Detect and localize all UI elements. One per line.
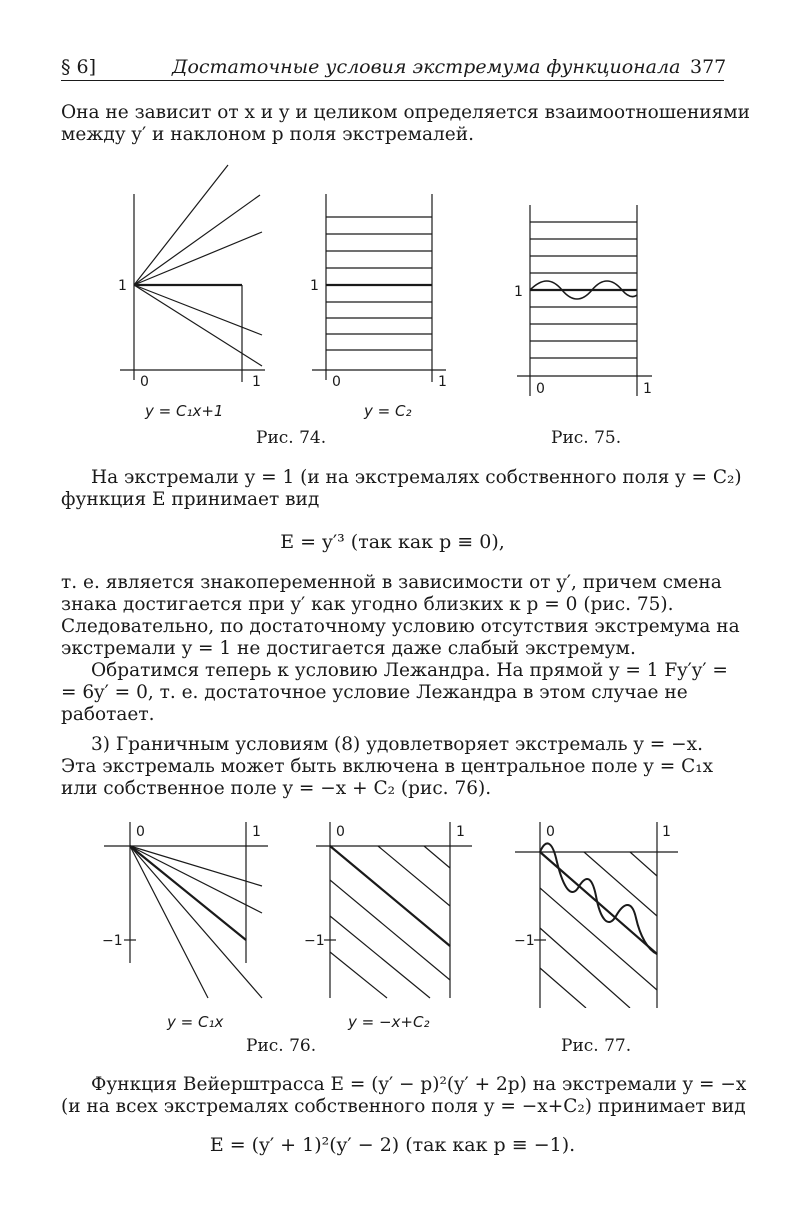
text-line: т. е. является знакопеременной в зависимости от y′, причем смена — [61, 572, 722, 593]
pencil-line — [134, 285, 262, 335]
text-line: Функция Вейерштрасса E = (y′ − p)²(y′ + 2p) на экстремали y = −x — [91, 1074, 747, 1095]
tick-label: 1 — [456, 824, 465, 840]
intro-line: Она не зависит от x и y и целиком определяется взаимоотношениями — [61, 102, 751, 123]
tick-label: 0 — [336, 824, 345, 840]
text-line: Следовательно, по достаточному условию отсутствия экстремума на — [61, 616, 740, 637]
paragraph — [61, 489, 724, 511]
tick-label: 1 — [438, 374, 447, 390]
tick-label: 1 — [662, 824, 671, 840]
pencil-line — [134, 285, 262, 366]
field-line — [584, 852, 657, 916]
tick-label: −1 — [514, 933, 535, 949]
fig75-caption: Рис. 75. — [551, 428, 622, 448]
text-line: знака достигается при y′ как угодно близких к p = 0 (рис. 75). — [61, 594, 674, 615]
tick-label: 1 — [252, 824, 261, 840]
tick-label: 1 — [514, 284, 523, 300]
text-line: (и на всех экстремалях собственного поля y = −x+C₂) принимает вид — [61, 1096, 746, 1117]
text-line: = 6y′ = 0, т. е. достаточное условие Лежандра в этом случае не — [61, 682, 688, 703]
tick-label: 0 — [536, 381, 545, 397]
intro-paragraph — [61, 102, 751, 146]
paragraph — [61, 467, 742, 489]
equation-1: E = y′³ (так как p ≡ 0), — [280, 531, 505, 553]
tick-label: 1 — [310, 278, 319, 294]
fig76-left-plot — [104, 822, 268, 998]
fig76-right-formula: y = −x+C₂ — [348, 1013, 430, 1031]
fig74-left-formula: y = C₁x+1 — [145, 402, 224, 420]
paragraph — [61, 572, 740, 660]
fig77-caption: Рис. 77. — [561, 1036, 632, 1056]
header-rule — [61, 80, 724, 81]
running-title: Достаточные условия экстремума функционала — [172, 56, 681, 78]
fig76-left-formula: y = C₁x — [167, 1013, 224, 1031]
tick-label: −1 — [304, 933, 325, 949]
field-line — [378, 846, 450, 906]
fig75-plot — [517, 205, 652, 396]
section-number: § 6] — [61, 56, 97, 78]
paragraph — [61, 660, 728, 726]
pencil-line — [134, 165, 228, 285]
paragraph — [61, 1074, 747, 1118]
field-line — [540, 928, 630, 1008]
tick-label: 0 — [332, 374, 341, 390]
tick-label: 0 — [136, 824, 145, 840]
text-line: экстремали y = 1 не достигается даже слабый экстремум. — [61, 638, 636, 659]
fig74-left-plot — [120, 165, 265, 382]
fig74-right-formula: y = C₂ — [364, 402, 412, 420]
field-line — [540, 968, 586, 1008]
field-line — [630, 852, 657, 876]
field-line — [330, 952, 387, 998]
tick-label: 1 — [252, 374, 261, 390]
intro-line: между y′ и наклоном p поля экстремалей. — [61, 124, 474, 145]
tick-label: 1 — [118, 278, 127, 294]
field-line — [424, 846, 450, 868]
field-line — [330, 916, 430, 998]
figures-74-75 — [0, 160, 785, 400]
text-line: или собственное поле y = −x + C₂ (рис. 76). — [61, 778, 492, 799]
text-line: функция E принимает вид — [61, 489, 320, 510]
text-line: На экстремали y = 1 (и на экстремалях собственного поля y = C₂) — [91, 467, 742, 488]
equation-2: E = (y′ + 1)²(y′ − 2) (так как p ≡ −1). — [209, 1134, 576, 1156]
figures-76-77 — [0, 818, 785, 1008]
page-number: 377 — [690, 56, 727, 78]
fig77-plot — [515, 822, 678, 1008]
tick-label: −1 — [102, 933, 123, 949]
pencil-line — [134, 195, 260, 285]
extremal-line — [130, 846, 246, 940]
tick-label: 1 — [643, 381, 652, 397]
fig74-right-plot — [312, 194, 446, 382]
text-line: 3) Граничным условиям (8) удовлетворяет экстремаль y = −x. — [91, 734, 703, 755]
text-line: Эта экстремаль может быть включена в центральное поле y = C₁x — [61, 756, 714, 777]
text-line: Обратимся теперь к условию Лежандра. На прямой y = 1 Fy′y′ = — [91, 660, 728, 681]
fig74-caption: Рис. 74. — [256, 428, 327, 448]
paragraph — [61, 734, 724, 800]
tick-label: 0 — [140, 374, 149, 390]
text-line: работает. — [61, 704, 155, 725]
fig76-right-plot — [316, 822, 472, 998]
tick-label: 0 — [546, 824, 555, 840]
fig76-caption: Рис. 76. — [246, 1036, 317, 1056]
